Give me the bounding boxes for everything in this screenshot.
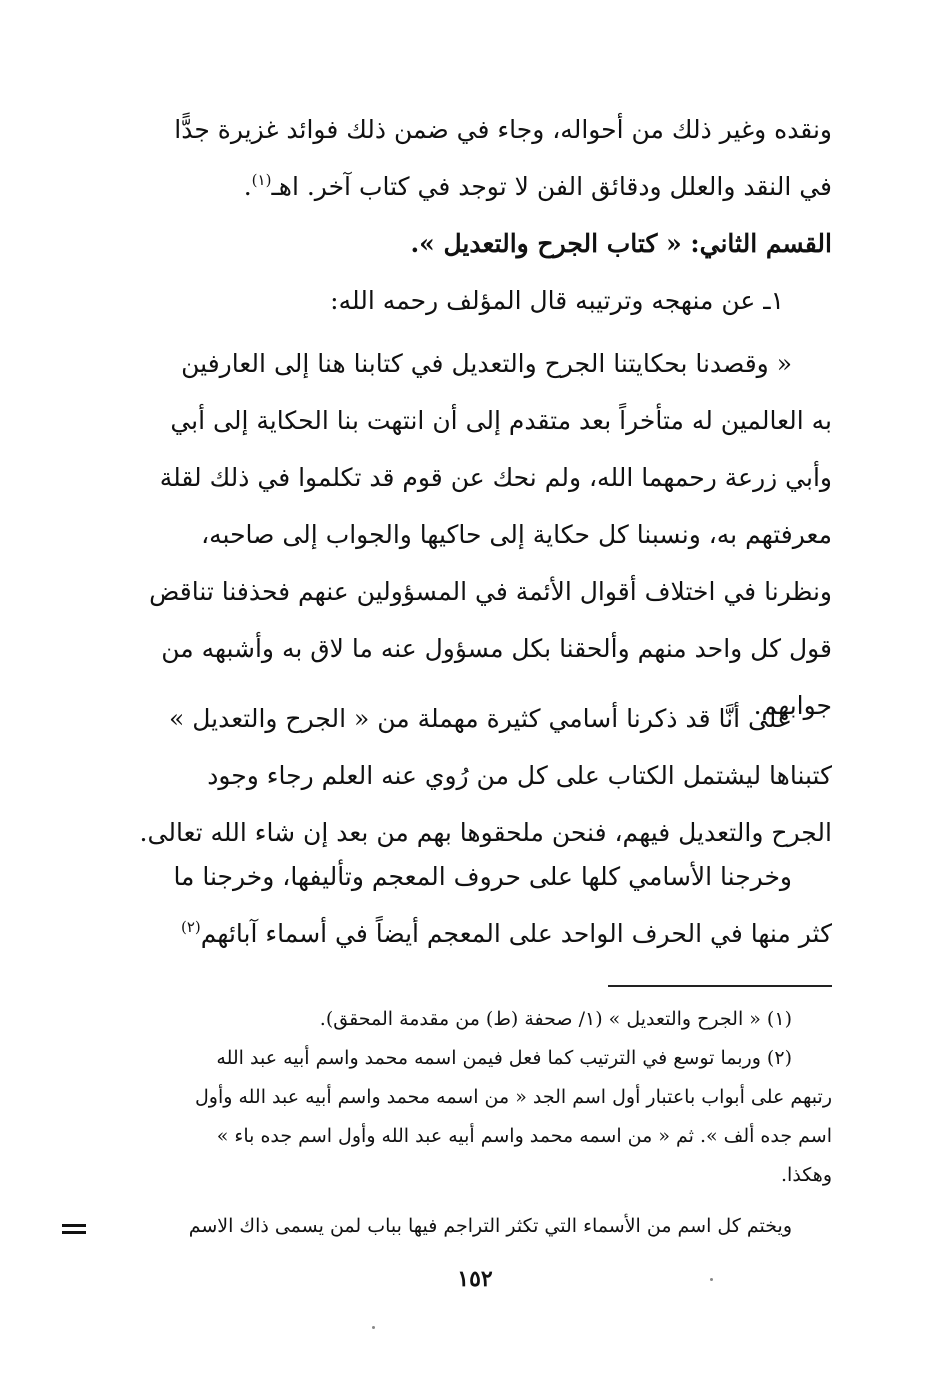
text-fragment: كثر منها في الحرف الواحد على المعجم أيضاً في أسماء آبائهم: [200, 919, 832, 948]
continuation-line: ويختم كل اسم من الأسماء التي تكثر التراجم فيها بباب لمن يسمى ذاك الاسم: [188, 1215, 792, 1237]
quote-block: [118, 335, 832, 734]
paragraph-ordering: [118, 848, 832, 962]
footnote-2-line: رتبهم على أبواب باعتبار أول اسم الجد « من اسمه محمد واسم أبيه عبد الله وأول: [194, 1086, 832, 1108]
footnote-ref-1: (١): [251, 171, 272, 189]
text-line: ونقده وغير ذلك من أحواله، وجاء في ضمن ذلك فوائد غزيرة جدًّا: [174, 115, 832, 144]
text-line: قول كل واحد منهم وألحقنا بكل مسؤول عنه ما لاق به وأشبهه من: [161, 634, 832, 663]
scan-speck: [710, 1278, 713, 1281]
text-line: [118, 905, 832, 962]
subheading-line: ١ـ عن منهجه وترتيبه قال المؤلف رحمه الله:: [330, 286, 784, 315]
page-number: ١٥٢: [457, 1266, 493, 1292]
section-heading: [118, 215, 832, 272]
paragraph-names: [118, 690, 832, 861]
text-line: على أنَّا قد ذكرنا أسامي كثيرة مهملة من « الجرح والتعديل »: [168, 704, 792, 733]
text-line: « وقصدنا بحكايتنا الجرح والتعديل في كتابنا هنا إلى العارفين: [181, 349, 792, 378]
footnote-separator: [608, 985, 832, 987]
text-fragment: .: [243, 172, 252, 201]
paragraph-intro: [118, 101, 832, 215]
footnote-ref-2: (٢): [181, 918, 201, 936]
scan-speck: [372, 1326, 375, 1329]
heading-line: القسم الثاني: « كتاب الجرح والتعديل ».: [410, 229, 832, 258]
text-line: الجرح والتعديل فيهم، فنحن ملحقوها بهم من بعد إن شاء الله تعالى.: [139, 818, 832, 847]
text-line: به العالمين له متأخراً بعد متقدم إلى أن انتهت بنا الحكاية إلى أبي: [170, 406, 832, 435]
footnotes: [118, 1000, 832, 1195]
subheading: [118, 272, 832, 329]
text-line: وخرجنا الأسامي كلها على حروف المعجم وتأليفها، وخرجنا ما: [173, 862, 792, 891]
text-line: جوابهم.: [753, 691, 832, 720]
continuation-mark: [62, 1224, 86, 1236]
text-line: كتبناها ليشتمل الكتاب على كل من رُوي عنه العلم رجاء وجود: [207, 761, 832, 790]
text-line: [118, 158, 832, 215]
footnote-2-line: اسم جده ألف ». ثم « من اسمه محمد واسم أبيه عبد الله وأول اسم جده باء »: [216, 1125, 832, 1147]
text-line: ونظرنا في اختلاف أقوال الأئمة في المسؤولين عنهم فحذفنا تناقض: [149, 577, 832, 606]
footnote-1: (١) « الجرح والتعديل » (١/ صحفة (ط) من مقدمة المحقق).: [319, 1008, 792, 1030]
footnote-2-line: (٢) وربما توسع في الترتيب كما فعل فيمن اسمه محمد واسم أبيه عبد الله: [216, 1047, 792, 1069]
footnote-continuation: [118, 1207, 832, 1246]
text-line: معرفتهم به، ونسبنا كل حكاية إلى حاكيها والجواب إلى صاحبه،: [201, 520, 832, 549]
footnote-2-line: وهكذا.: [781, 1164, 832, 1186]
text-line: وأبي زرعة رحمهما الله، ولم نحك عن قوم قد تكلموا في ذلك لقلة: [159, 463, 832, 492]
text-fragment: في النقد والعلل ودقائق الفن لا توجد في كتاب آخر. اهـ: [271, 172, 832, 201]
